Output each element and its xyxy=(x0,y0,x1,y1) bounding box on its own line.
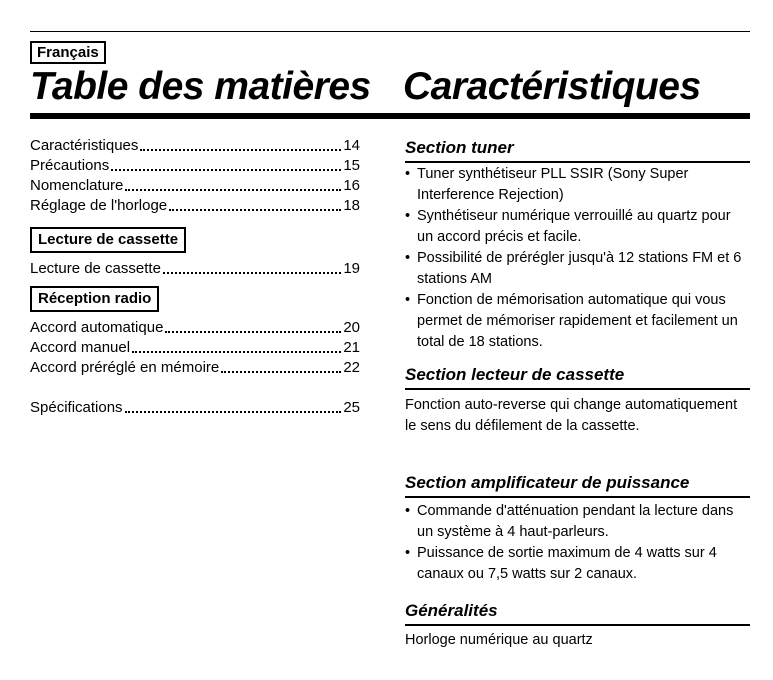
toc-entry-page: 18 xyxy=(343,197,360,214)
toc-entry-label: Nomenclature xyxy=(30,177,124,194)
language-tag: Français xyxy=(30,41,106,64)
top-rule xyxy=(30,31,750,32)
amplifier-feature-list xyxy=(405,501,750,585)
toc-entry-label: Spécifications xyxy=(30,399,123,416)
toc-entry-page: 21 xyxy=(343,339,360,356)
toc-title: Table des matières xyxy=(30,65,371,108)
bullet-text: Tuner synthétiseur PLL SSIR (Sony Super Interference Rejection) xyxy=(417,166,689,203)
list-item xyxy=(405,290,750,353)
dot-leader xyxy=(125,411,342,413)
dot-leader xyxy=(169,209,341,211)
dot-leader xyxy=(140,149,341,151)
toc-entry-label: Accord automatique xyxy=(30,319,164,336)
toc-entry-page: 15 xyxy=(343,157,360,174)
list-item xyxy=(405,501,750,543)
toc-entry-precautions xyxy=(30,156,360,176)
dot-leader xyxy=(221,371,341,373)
section-heading-general: Généralités xyxy=(405,600,750,626)
toc-entry-label: Réglage de l'horloge xyxy=(30,197,168,214)
bullet-glyph: • xyxy=(405,503,411,519)
bullet-glyph: • xyxy=(405,545,411,561)
list-item xyxy=(405,248,750,290)
bullet-text: Possibilité de prérégler jusqu'à 12 stations FM et 6 stations AM xyxy=(417,250,742,287)
toc-entry-label: Caractéristiques xyxy=(30,137,139,154)
bullet-glyph: • xyxy=(405,292,411,308)
bullet-glyph: • xyxy=(405,166,411,182)
section-heading-cassette: Section lecteur de cassette xyxy=(405,364,750,390)
toc-entry-label: Accord manuel xyxy=(30,339,131,356)
toc-entry-reglage-horloge xyxy=(30,196,360,216)
bullet-glyph: • xyxy=(405,208,411,224)
general-feature-text: Horloge numérique au quartz xyxy=(405,632,593,648)
section-heading-amplifier: Section amplificateur de puissance xyxy=(405,472,750,498)
toc-entry-label: Précautions xyxy=(30,157,110,174)
toc-entry-specifications xyxy=(30,398,360,418)
toc-entry-page: 20 xyxy=(343,319,360,336)
toc-entry-caracteristiques xyxy=(30,136,360,156)
toc-entry-accord-automatique xyxy=(30,318,360,338)
toc-entry-label: Accord préréglé en mémoire xyxy=(30,359,220,376)
list-item xyxy=(405,206,750,248)
toc-entry-accord-manuel xyxy=(30,338,360,358)
bullet-text: Fonction de mémorisation automatique qui vous permet de mémoriser rapidement et facilement un total de 18 stations. xyxy=(417,292,738,350)
tuner-feature-list xyxy=(405,164,750,353)
list-item xyxy=(405,543,750,585)
toc-entry-page: 25 xyxy=(343,399,360,416)
dot-leader xyxy=(165,331,341,333)
dot-leader xyxy=(125,189,341,191)
toc-entry-page: 14 xyxy=(343,137,360,154)
title-rule xyxy=(30,113,750,119)
dot-leader xyxy=(163,272,341,274)
toc-section-radio: Réception radio xyxy=(30,286,159,312)
bullet-glyph: • xyxy=(405,250,411,266)
dot-leader xyxy=(132,351,341,353)
toc-section-cassette: Lecture de cassette xyxy=(30,227,186,253)
dot-leader xyxy=(111,169,341,171)
cassette-feature-text: Fonction auto-reverse qui change automatiquement le sens du défilement de la cassette. xyxy=(405,397,738,434)
toc-entry-label: Lecture de cassette xyxy=(30,260,161,277)
list-item xyxy=(405,164,750,206)
toc-entry-accord-preregle xyxy=(30,358,360,378)
toc-entry-page: 19 xyxy=(343,260,360,277)
toc-entry-lecture-cassette xyxy=(30,259,360,279)
toc-entry-nomenclature xyxy=(30,176,360,196)
section-heading-tuner: Section tuner xyxy=(405,137,750,163)
features-title: Caractéristiques xyxy=(403,65,701,108)
toc-entry-page: 16 xyxy=(343,177,360,194)
bullet-text: Puissance de sortie maximum de 4 watts sur 4 canaux ou 7,5 watts sur 2 canaux. xyxy=(417,545,717,582)
toc-entry-page: 22 xyxy=(343,359,360,376)
bullet-text: Commande d'atténuation pendant la lecture dans un système à 4 haut-parleurs. xyxy=(417,503,734,540)
bullet-text: Synthétiseur numérique verrouillé au quartz pour un accord précis et facile. xyxy=(417,208,731,245)
